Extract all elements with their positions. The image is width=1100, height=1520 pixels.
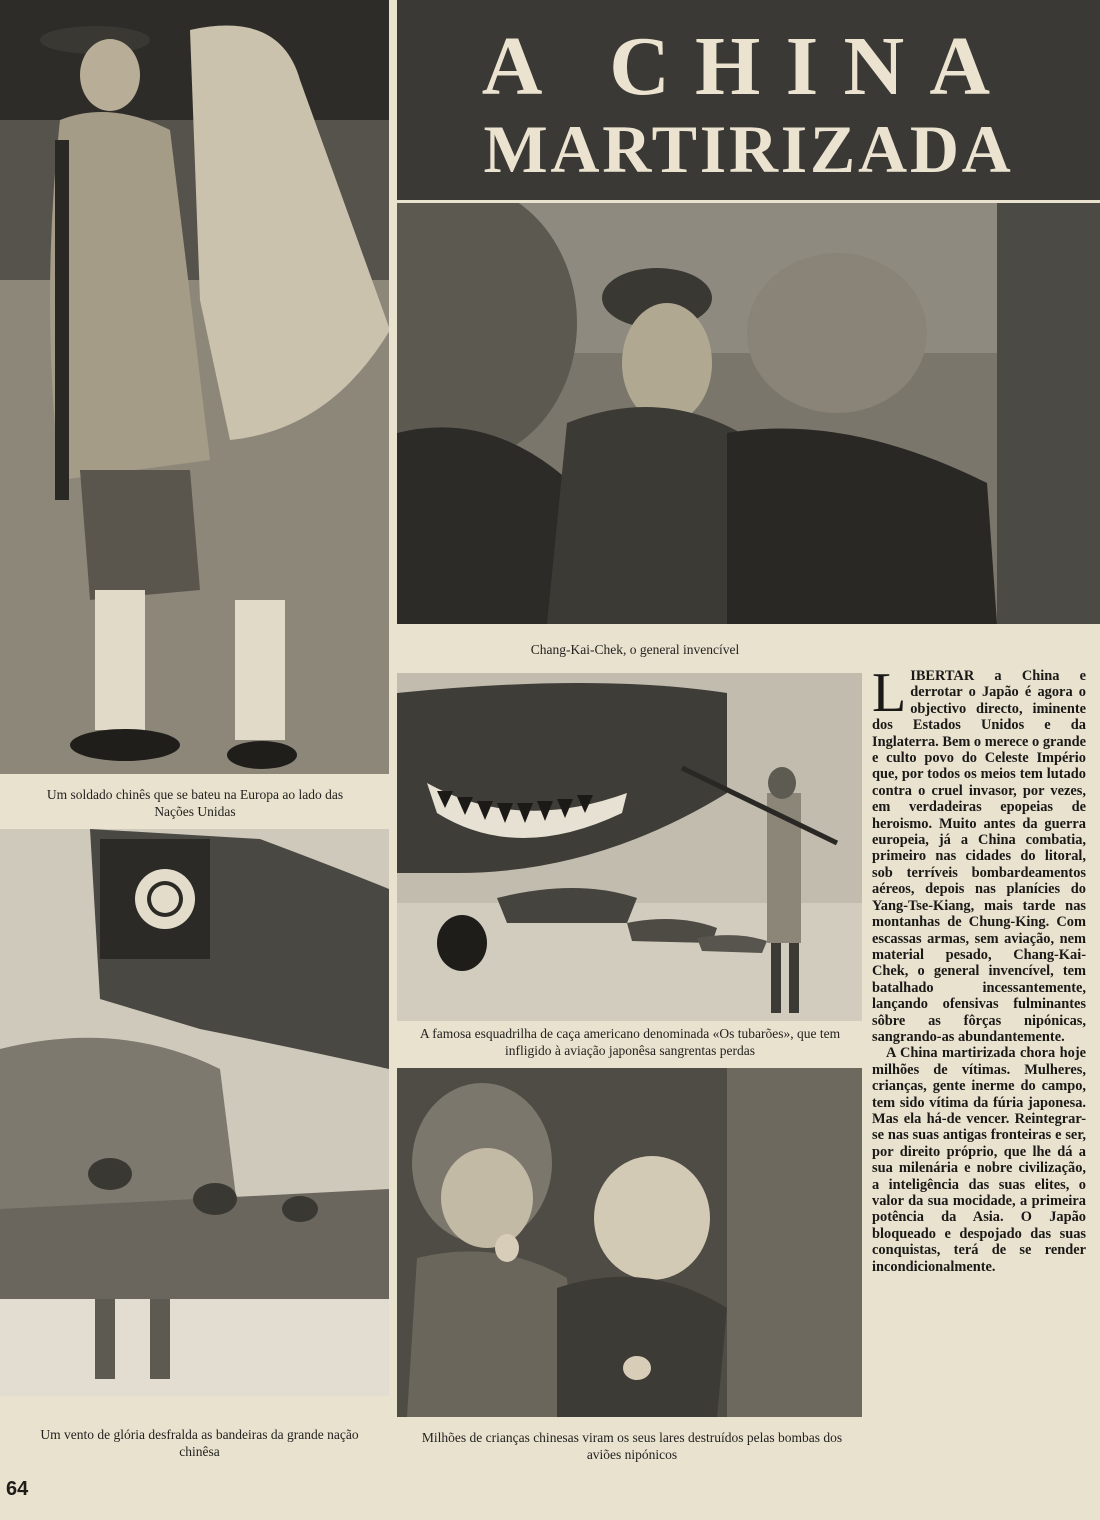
- article-paragraph-2: A China martirizada chora hoje milhões de vítimas. Mulheres, crianças, gente inerme do campo, tem sido vítima da fúria japonesa. Mas ela há-de vencer. Reintegrar-se nas suas antigas fronteiras e ser, por direito próprio, que lhe dá a sua milenária e nobre civilização, a inteligência das suas elites, o valor da sua mocidade, a primeira potência da Asia. O Japão bloqueado e despojado das suas conquistas, terá de se render incondicionalmente.: [872, 1045, 1086, 1275]
- caption-planes: A famosa esquadrilha de caça americano denominada «Os tubarões», que tem infligido à aviação japonêsa sangrentas perdas: [419, 1026, 841, 1058]
- caption-soldier: Um soldado chinês que se bateu na Europa ao lado das Nações Unidas: [46, 787, 344, 819]
- caption-children: Milhões de crianças chinesas viram os seus lares destruídos pelas bombas dos aviões nipónicos: [421, 1430, 843, 1462]
- general-illustration: [397, 203, 1100, 624]
- photo-general: [397, 203, 1100, 624]
- drop-cap: L: [872, 662, 907, 724]
- article-column: [872, 662, 1086, 1275]
- photo-children: [397, 1068, 862, 1417]
- caption-flags: Um vento de glória desfralda as bandeiras da grande nação chinêsa: [40, 1427, 359, 1459]
- article-paragraph-1: [872, 662, 1086, 1045]
- page-number: 64: [6, 1478, 29, 1500]
- caption-general: Chang-Kai-Chek, o general invencível: [530, 642, 740, 657]
- flags-illustration: [0, 829, 389, 1396]
- soldier-illustration: [0, 0, 389, 774]
- photo-soldier: [0, 0, 389, 774]
- article-paragraph-1-text: IBERTAR a China e derrotar o Japão é agora o objectivo directo, iminente dos Estados Unidos e da Inglaterra. Bem o merece o grande e culto povo do Celeste Império que, por todos os meios tem lutado contra o cruel invasor, por vezes, em verdadeiras epopeias de heroismo. Muito antes da guerra europeia, já a China combatia, primeiro nas cidades do litoral, sob terríveis bombardeamentos aéreos, depois nas planícies do Yang-Tse-Kiang, mais tarde nas montanhas de Chung-King. Com escassas armas, sem aviação, nem material pesado, Chang-Kai-Chek, o general invencível, tem batalhado incessantemente, lançando ofensivas fulminantes sôbre as fôrças nipónicas, sangrando-as abundantemente.: [872, 668, 1086, 1045]
- photo-planes: [397, 673, 862, 1021]
- planes-illustration: [397, 673, 862, 1021]
- title-line-1: A CHINA: [481, 20, 1016, 113]
- title-block: [397, 0, 1100, 200]
- title-line-2: MARTIRIZADA: [483, 111, 1014, 187]
- children-illustration: [397, 1068, 862, 1417]
- photo-flags: [0, 829, 389, 1396]
